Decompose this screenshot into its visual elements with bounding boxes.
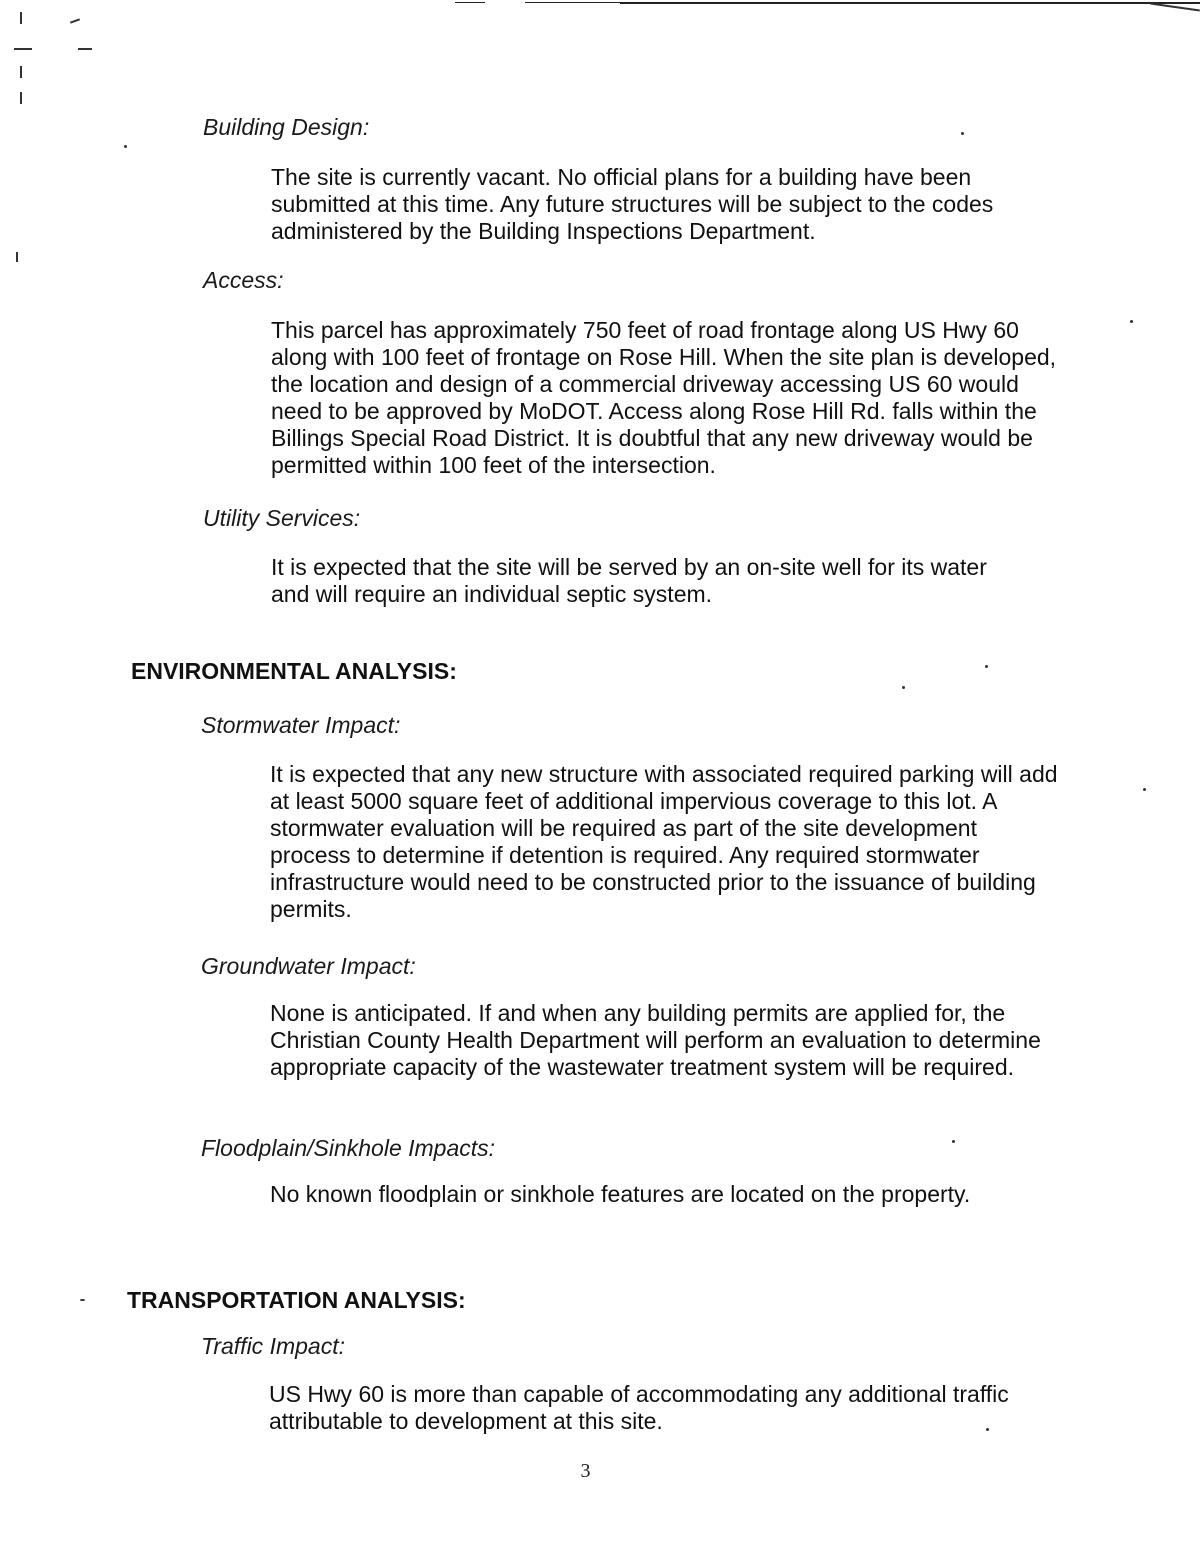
scan-top-line xyxy=(620,2,1200,4)
groundwater-impact-heading: Groundwater Impact: xyxy=(201,953,416,979)
utility-services-heading: Utility Services: xyxy=(203,505,361,531)
transportation-analysis-heading: TRANSPORTATION ANALYSIS: xyxy=(127,1287,466,1313)
floodplain-sinkhole-heading: Floodplain/Sinkhole Impacts: xyxy=(201,1135,496,1161)
scan-speck xyxy=(1143,788,1146,791)
floodplain-sinkhole-text: No known floodplain or sinkhole features are located on the property. xyxy=(270,1181,971,1207)
building-design-heading: Building Design: xyxy=(203,114,370,140)
access-heading: Access: xyxy=(203,267,284,293)
stormwater-impact-heading: Stormwater Impact: xyxy=(201,712,401,738)
environmental-analysis-heading: ENVIRONMENTAL ANALYSIS: xyxy=(131,658,457,684)
scan-speck xyxy=(1130,320,1133,323)
scan-speck xyxy=(961,132,964,135)
scan-edge-mark xyxy=(16,252,18,262)
scan-edge-mark xyxy=(20,66,22,78)
scan-top-dash xyxy=(455,2,485,3)
scan-speck xyxy=(902,686,905,689)
access-text: This parcel has approximately 750 feet of road frontage along US Hwy 60 along with 100 feet of frontage on Rose Hill. When the site plan is developed, the location and design of a commercial driveway accessing US 60 would need to be approved by MoDOT. Access along Rose Hill Rd. falls within the Billings Special Road District. It is doubtful that any new driveway would be permitted within 100 feet of the intersection. xyxy=(271,317,1057,478)
page-number: 3 xyxy=(580,1460,591,1482)
scan-edge-mark xyxy=(78,48,92,50)
utility-services-text: It is expected that the site will be served by an on-site well for its water and will require an individual septic system. xyxy=(271,554,987,607)
traffic-impact-heading: Traffic Impact: xyxy=(201,1333,345,1359)
scan-edge-mark xyxy=(20,12,22,24)
scan-speck xyxy=(124,145,127,148)
scan-speck xyxy=(80,1299,85,1301)
scan-top-dash xyxy=(525,2,620,3)
scan-edge-mark xyxy=(14,48,32,50)
groundwater-impact-text: None is anticipated. If and when any building permits are applied for, the Christian County Health Department will perform an evaluation to determine appropriate capacity of the wastewater treatment system will be required. xyxy=(270,1000,1041,1080)
scan-speck xyxy=(985,665,988,668)
scan-edge-mark xyxy=(20,92,22,104)
building-design-text: The site is currently vacant. No official plans for a building have been submitted at this time. Any future structures will be subject to the codes administered by the Building Inspections Department. xyxy=(271,164,994,244)
scan-speck xyxy=(952,1140,955,1143)
traffic-impact-text: US Hwy 60 is more than capable of accommodating any additional traffic attributable to development at this site. xyxy=(269,1381,1009,1434)
stormwater-impact-text: It is expected that any new structure with associated required parking will add at least 5000 square feet of additional impervious coverage to this lot. A stormwater evaluation will be required as part of the site development process to determine if detention is required. Any required stormwater infrastructure would need to be constructed prior to the issuance of building permits. xyxy=(270,761,1058,922)
scan-edge-mark xyxy=(70,18,80,23)
